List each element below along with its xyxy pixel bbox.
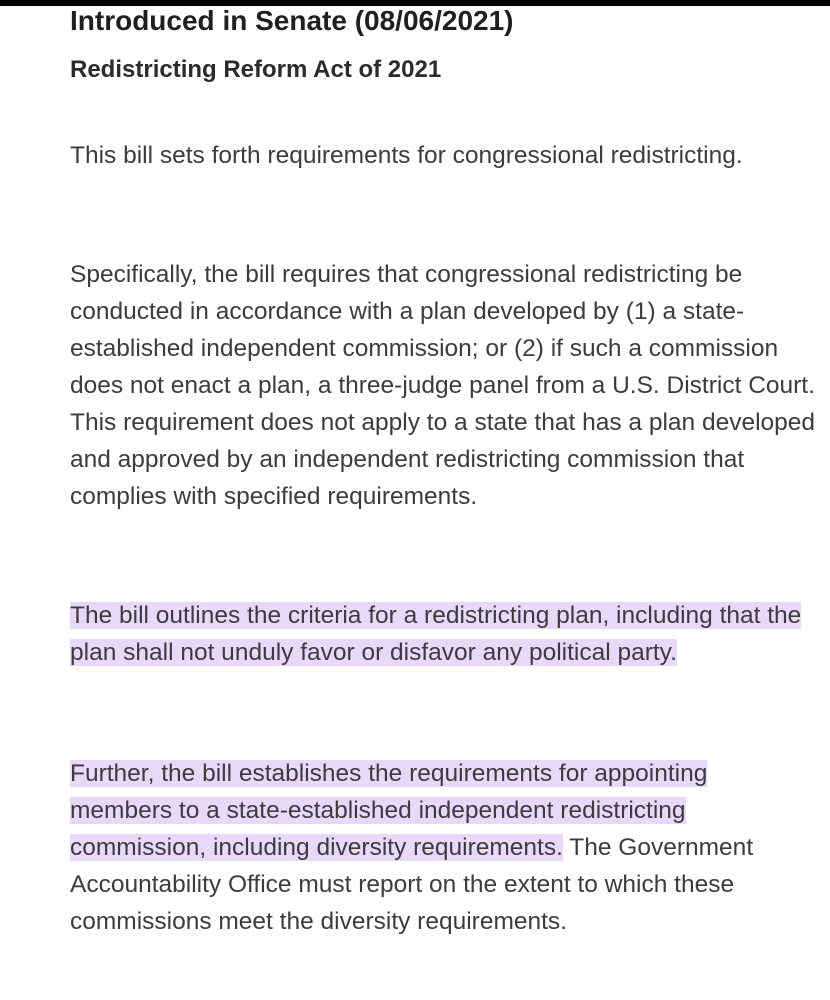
highlighted-text: The bill outlines the criteria for a redistricting plan, including that the plan shall not unduly favor or disfavor any political party.	[70, 602, 802, 666]
bill-title: Redistricting Reform Act of 2021	[70, 56, 442, 83]
paragraph-4-remainder: The Government Accountability Office must report on the extent to which these commissions meet the diversity requirements.	[70, 834, 754, 935]
summary-paragraph-2: Specifically, the bill requires that congressional redistricting be conducted in accordance with a plan developed by (1) a state-established independent commission; or (2) if such a commission does not enact a plan, a three-judge panel from a U.S. District Court. This requirement does not apply to a state that has a plan developed and approved by an independent redistricting commission that complies with specified requirements.	[70, 261, 816, 510]
summary-paragraph-4	[70, 755, 815, 940]
summary-paragraph-3	[70, 597, 815, 671]
status-heading: Introduced in Senate (08/06/2021)	[70, 5, 514, 36]
summary-paragraph-1: This bill sets forth requirements for congressional redistricting.	[70, 142, 743, 169]
highlighted-text: Further, the bill establishes the requirements for appointing members to a state-established independent redistricting commission, including diversity requirements.	[70, 760, 708, 861]
